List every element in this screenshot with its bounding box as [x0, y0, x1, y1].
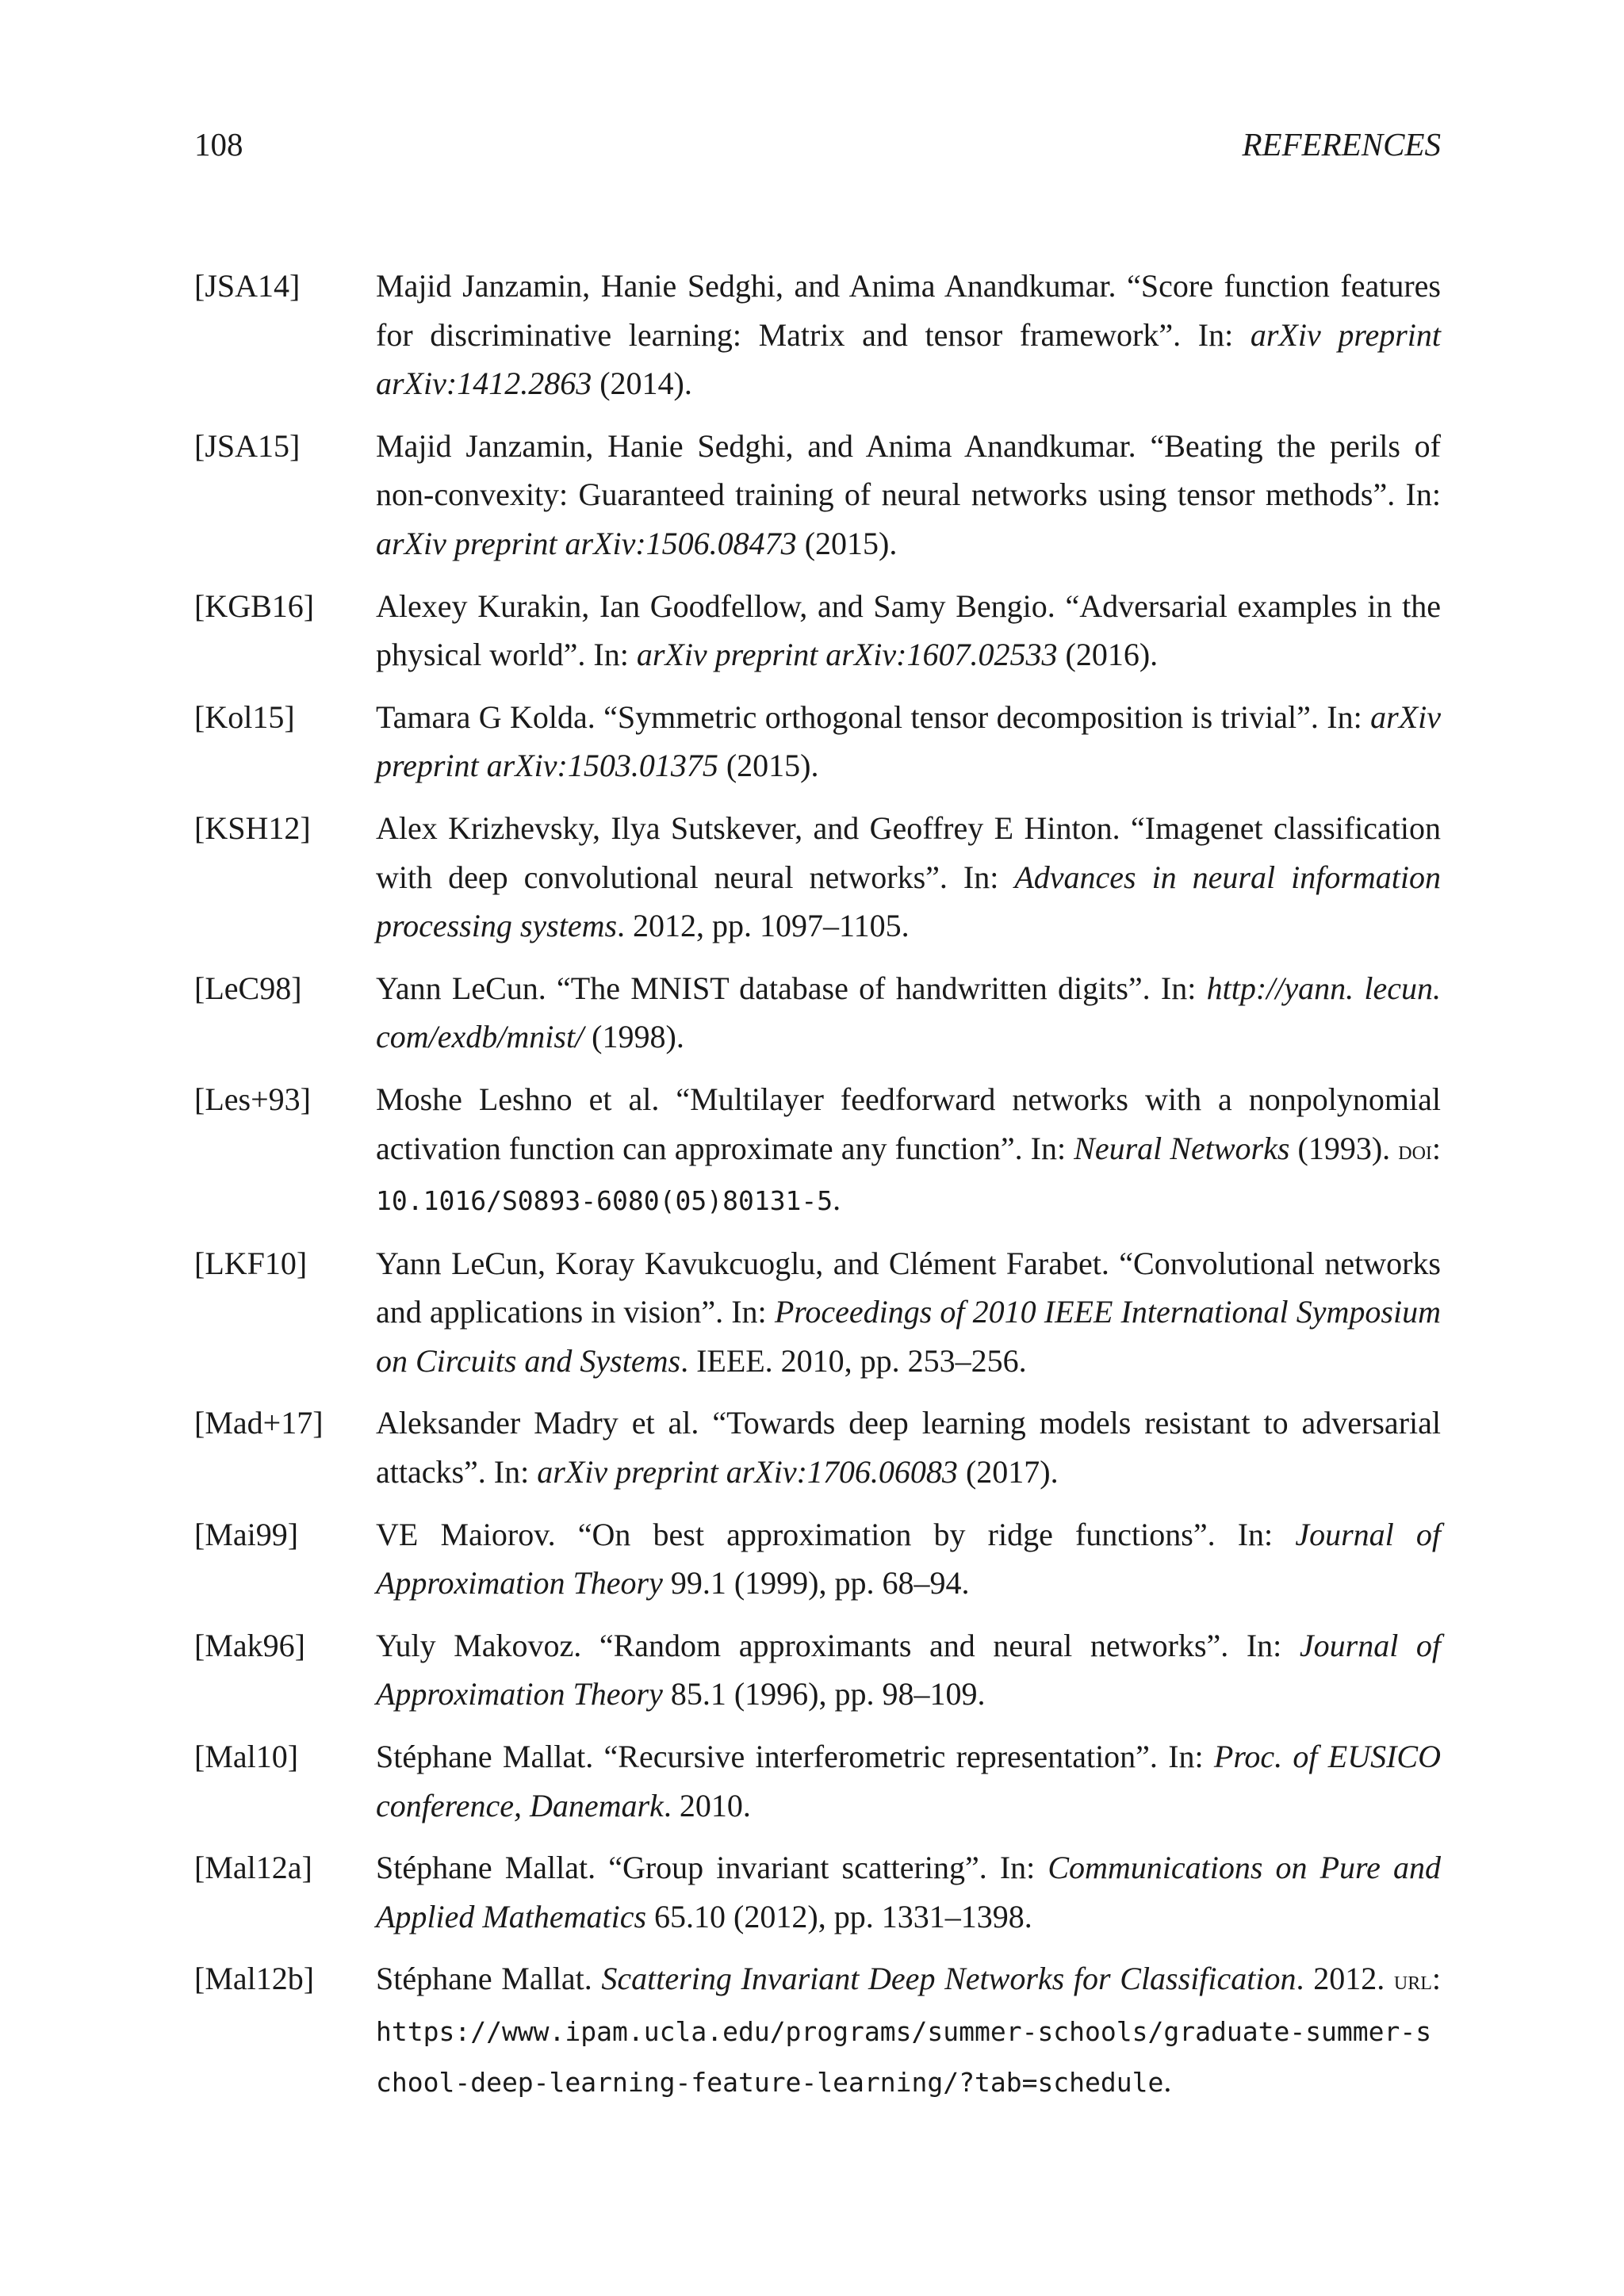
reference-details: . 2010.	[663, 1787, 751, 1823]
reference-title: “On best approximation by ridge functions”. In:	[577, 1516, 1296, 1552]
reference-venue: Communications on Pure and Applied Mathematics	[376, 1850, 1441, 1934]
reference-key: [KSH12]	[194, 809, 311, 846]
reference-title: “Score function features for discriminative learning: Matrix and tensor framework”. In:	[376, 268, 1441, 353]
reference-end: .	[1163, 2062, 1172, 2099]
reference-text: Moshe Leshno et al. “Multilayer feedforward networks with a nonpolynomial activation function can approximate any function”. In: Neural Networks (1993). doi: 10.1016/S0893-6080(05)80131-5.	[376, 1081, 1442, 1218]
reference-details: . 2012.	[1296, 1961, 1394, 1997]
reference-key: [Mal10]	[194, 1739, 299, 1775]
page-header	[194, 121, 1441, 168]
reference-key: [Les+93]	[194, 1081, 311, 1117]
reference-text	[376, 262, 1441, 408]
reference-venue: arXiv preprint arXiv:1607.02533	[636, 637, 1058, 673]
reference-key: [Kol15]	[194, 698, 295, 735]
reference-url-venue: http://yann. lecun. com/exdb/mnist/	[376, 970, 1441, 1055]
reference-text: Stéphane Mallat. Scattering Invariant Deep Networks for Classification. 2012. url: https://www.ipam.ucla.edu/programs/summer-schools/graduate-summer-school-deep-learning-feature-learning/?tab=schedule.	[376, 1961, 1441, 2099]
reference-venue: Advances in neural information processing systems	[376, 859, 1442, 944]
url-label: url	[1393, 1966, 1432, 1996]
reference-entry	[194, 1075, 1441, 1226]
reference-details: (2015).	[718, 748, 819, 784]
reference-details: (2015).	[796, 525, 898, 561]
url-link[interactable]: https://www.ipam.ucla.edu/programs/summer-schools/graduate-summer-school-deep-learning-feature-learning/?tab=schedule	[376, 2016, 1432, 2098]
reference-entry	[194, 422, 1441, 568]
reference-authors: Aleksander Madry et al.	[376, 1405, 713, 1441]
reference-details: . 2012, pp. 1097–1105.	[617, 908, 910, 944]
reference-venue: arXiv preprint arXiv:1503.01375	[376, 698, 1441, 784]
reference-authors: Moshe Leshno et al.	[376, 1081, 676, 1117]
reference-authors: Stéphane Mallat.	[376, 1961, 602, 1997]
reference-venue: Journal of Approximation Theory	[376, 1516, 1441, 1601]
reference-details: (1998).	[584, 1019, 684, 1055]
reference-title: “Beating the perils of non-convexity: Guaranteed training of neural networks using tensor methods”. In:	[376, 427, 1441, 513]
reference-venue: Proc. of EUSICO conference, Danemark	[376, 1739, 1441, 1823]
reference-authors: Majid Janzamin, Hanie Sedghi, and Anima Anandkumar.	[376, 268, 1128, 304]
reference-venue: arXiv preprint arXiv:1706.06083	[537, 1454, 958, 1490]
reference-key: [Mad+17]	[194, 1405, 324, 1441]
reference-entry	[194, 262, 1441, 408]
reference-title: “Towards deep learning models resistant to adversarial attacks”. In:	[376, 1405, 1441, 1490]
reference-authors: Tamara G Kolda.	[376, 698, 604, 735]
doi-link[interactable]: 10.1016/S0893-6080(05)80131-5	[376, 1185, 833, 1217]
reference-text	[376, 1510, 1441, 1608]
reference-title: “Random approximants and neural networks”. In:	[599, 1627, 1300, 1663]
reference-entry	[194, 1954, 1441, 2107]
reference-key: [LKF10]	[194, 1245, 308, 1281]
reference-authors: Stéphane Mallat.	[376, 1739, 604, 1775]
reference-authors: Alex Krizhevsky, Ilya Sutskever, and Geoffrey E Hinton.	[376, 809, 1131, 846]
reference-venue: Scattering Invariant Deep Networks for Classification	[601, 1961, 1297, 1997]
reference-venue: Neural Networks	[1074, 1130, 1290, 1166]
reference-text	[376, 1621, 1441, 1719]
reference-title: “Adversarial examples in the physical world”. In:	[376, 587, 1442, 673]
reference-key: [LeC98]	[194, 970, 302, 1006]
reference-text	[376, 964, 1441, 1062]
reference-venue: Journal of Approximation Theory	[376, 1627, 1442, 1712]
reference-venue: arXiv preprint arXiv:1412.2863	[376, 316, 1442, 402]
reference-key: [JSA15]	[194, 427, 301, 464]
reference-details: . IEEE. 2010, pp. 253–256.	[680, 1342, 1027, 1379]
reference-text	[376, 693, 1441, 790]
reference-list	[194, 262, 1441, 2120]
reference-details: 85.1 (1996), pp. 98–109.	[662, 1676, 986, 1712]
reference-details: (2016).	[1057, 637, 1159, 673]
reference-key: [Mal12a]	[194, 1850, 312, 1886]
reference-authors: VE Maiorov.	[376, 1516, 578, 1552]
reference-entry	[194, 1510, 1441, 1608]
reference-details: 99.1 (1999), pp. 68–94.	[662, 1565, 970, 1601]
reference-venue: arXiv preprint arXiv:1506.08473	[376, 525, 797, 561]
reference-text	[376, 1399, 1441, 1496]
reference-entry	[194, 1843, 1441, 1941]
reference-text	[376, 804, 1441, 951]
running-title: REFERENCES	[1242, 126, 1441, 163]
reference-key: [KGB16]	[194, 587, 315, 624]
reference-key: [Mak96]	[194, 1627, 305, 1663]
reference-text	[376, 422, 1441, 568]
reference-title: “Convolutional networks and applications in vision”. In:	[376, 1245, 1442, 1330]
reference-text	[376, 1239, 1441, 1386]
reference-title: “Group invariant scattering”. In:	[608, 1850, 1048, 1886]
reference-title: “Imagenet classification with deep convolutional neural networks”. In:	[376, 809, 1441, 895]
reference-entry	[194, 1239, 1441, 1386]
reference-entry	[194, 1621, 1441, 1719]
reference-details: (1993).	[1289, 1130, 1399, 1166]
reference-authors: Majid Janzamin, Hanie Sedghi, and Anima Anandkumar.	[376, 427, 1151, 464]
reference-title: “Symmetric orthogonal tensor decomposition is trivial”. In:	[603, 698, 1371, 735]
reference-text	[376, 1843, 1441, 1941]
reference-details: (2014).	[592, 365, 692, 402]
reference-authors: Yann LeCun.	[376, 970, 557, 1006]
reference-details: 65.10 (2012), pp. 1331–1398.	[646, 1898, 1032, 1934]
reference-key: [Mai99]	[194, 1516, 299, 1552]
reference-details: (2017).	[957, 1454, 1059, 1490]
page-number: 108	[194, 126, 243, 163]
reference-title: “Multilayer feedforward networks with a nonpolynomial activation function can approximate any function”. In:	[376, 1081, 1442, 1166]
reference-authors: Stéphane Mallat.	[376, 1850, 609, 1886]
reference-key: [Mal12b]	[194, 1961, 315, 1997]
reference-entry	[194, 804, 1441, 951]
reference-end: .	[833, 1181, 841, 1218]
reference-entry	[194, 693, 1441, 790]
doi-label: doi	[1398, 1135, 1432, 1165]
reference-entry	[194, 1399, 1441, 1496]
reference-key: [JSA14]	[194, 268, 301, 304]
reference-title: “The MNIST database of handwritten digits”. In:	[557, 970, 1207, 1006]
reference-authors: Yann LeCun, Koray Kavukcuoglu, and Clément Farabet.	[376, 1245, 1120, 1281]
reference-entry	[194, 964, 1441, 1062]
reference-title: “Recursive interferometric representation”. In:	[603, 1739, 1214, 1775]
reference-entry	[194, 582, 1441, 679]
reference-authors: Alexey Kurakin, Ian Goodfellow, and Samy Bengio.	[376, 587, 1066, 624]
reference-venue: Proceedings of 2010 IEEE International Symposium on Circuits and Systems	[376, 1294, 1441, 1379]
reference-authors: Yuly Makovoz.	[376, 1627, 599, 1663]
reference-text	[376, 582, 1441, 679]
reference-entry	[194, 1732, 1441, 1830]
reference-text	[376, 1732, 1441, 1830]
